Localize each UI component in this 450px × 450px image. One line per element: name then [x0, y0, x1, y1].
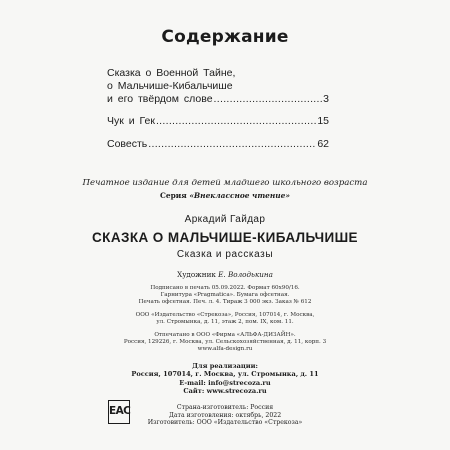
- toc-entry-1-line-2: о Мальчише-Кибальчише: [107, 80, 233, 92]
- publisher-address-line: ООО «Издательство «Стрекоза», Россия, 107014, г. Москва,: [135, 312, 315, 318]
- printer-info-line: www.alfa-design.ru: [197, 346, 253, 353]
- sales-contacts: [0, 362, 450, 396]
- print-specs-line: Печать офсетная. Печ. л. 4. Тираж 3 000 экз. Заказ № 612: [138, 299, 312, 306]
- toc-entry-1: [107, 93, 329, 106]
- toc-entry-1-line-3: и его твёрдом слове: [107, 93, 213, 105]
- sales-heading: Для реализации:: [192, 362, 258, 370]
- eac-mark-icon: EAC: [108, 400, 130, 424]
- toc-page-number: 3: [323, 93, 329, 105]
- publisher-address-line: ул. Стромынка, д. 11, этаж 2, пом. IX, ком. 11.: [156, 319, 294, 326]
- toc-entry-3: [107, 138, 329, 151]
- toc-leader-dots: [148, 138, 316, 151]
- toc-leader-dots: [156, 115, 316, 128]
- manufacturer-country: Страна-изготовитель: Россия: [176, 404, 274, 411]
- toc-leader-dots: [214, 93, 323, 106]
- illustrator-line: [0, 270, 450, 279]
- manufacturer-info: [0, 404, 450, 427]
- series-line: [0, 191, 450, 200]
- sales-email: E-mail: info@strecoza.ru: [179, 378, 271, 387]
- toc-entry-title: Совесть: [107, 138, 148, 150]
- toc-page-number: 15: [317, 115, 329, 127]
- printer-info: [0, 332, 450, 354]
- sales-website: Сайт: www.strecoza.ru: [183, 387, 267, 396]
- author-name: Аркадий Гайдар: [184, 214, 266, 225]
- manufacturer-name: Изготовитель: ООО «Издательство «Стрекоза»: [147, 419, 303, 427]
- series-name: «Внеклассное чтение»: [189, 191, 290, 200]
- toc-entry-2: [107, 115, 329, 128]
- series-prefix: Серия: [160, 191, 190, 200]
- book-subtitle: Сказка и рассказы: [176, 249, 274, 260]
- illustrator-name: Е. Володькина: [218, 270, 273, 279]
- publisher-address: [0, 312, 450, 326]
- toc-entry-1-line-1: Сказка о Военной Тайне,: [107, 67, 236, 79]
- toc-entry-title: Чук и Гек: [107, 115, 155, 127]
- toc-title: Содержание: [161, 27, 289, 47]
- manufacturer-date: Дата изготовления: октябрь, 2022: [168, 411, 282, 419]
- sales-address: Россия, 107014, г. Москва, ул. Стромынка, д. 11: [131, 370, 319, 379]
- print-specs-line: Подписано в печать 05.09.2022. Формат 60x90/16.: [150, 285, 300, 291]
- illustrator-prefix: Художник: [177, 270, 219, 279]
- book-title: СКАЗКА О МАЛЬЧИШЕ-КИБАЛЬЧИШЕ: [92, 230, 358, 245]
- toc-page-number: 62: [317, 138, 329, 150]
- print-specs-line: Гарнитура «Pragmatica». Бумага офсетная.: [160, 292, 290, 299]
- printer-info-line: Отпечатано в ООО «Фирма «АЛЬФА-ДИЗАЙН».: [154, 332, 296, 338]
- printer-info-line: Россия, 129226, г. Москва, ул. Сельскохозяйственная, д. 11, корп. 3: [123, 339, 327, 346]
- print-specs: [0, 285, 450, 307]
- age-note: Печатное издание для детей младшего школьного возраста: [82, 178, 368, 188]
